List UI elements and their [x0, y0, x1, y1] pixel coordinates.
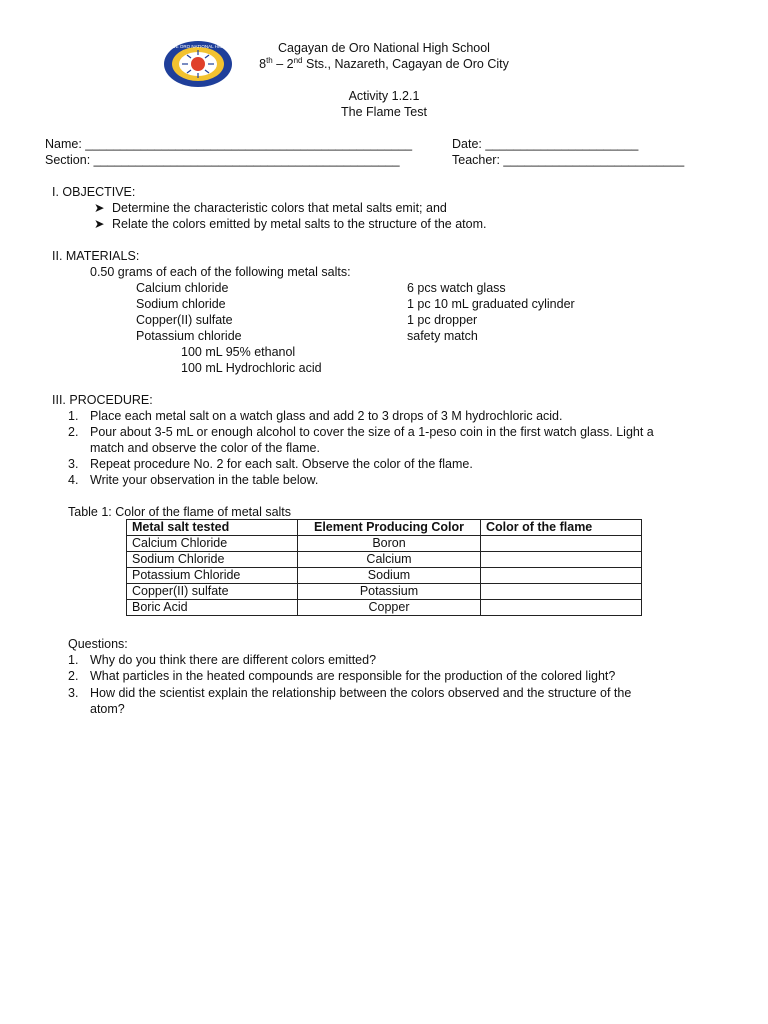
- procedure-step: 1. Place each metal salt on a watch glass and add 2 to 3 drops of 3 M hydrochloric acid.: [68, 409, 563, 423]
- observation-table: [126, 519, 642, 616]
- flame-color-cell[interactable]: [481, 536, 642, 552]
- table-cell: Potassium Chloride: [127, 568, 298, 584]
- table-cell: Sodium: [298, 568, 481, 584]
- flame-color-cell[interactable]: [481, 552, 642, 568]
- material-item: 100 mL Hydrochloric acid: [181, 361, 322, 375]
- objective-item: ➤ Determine the characteristic colors that metal salts emit; and: [94, 201, 447, 215]
- material-item: 6 pcs watch glass: [407, 281, 506, 295]
- material-item: 1 pc dropper: [407, 313, 478, 327]
- section-field[interactable]: Section: ____________________________________________: [45, 153, 400, 167]
- material-item: Copper(II) sulfate: [136, 313, 233, 327]
- objective-item: ➤ Relate the colors emitted by metal salts to the structure of the atom.: [94, 217, 487, 231]
- table-header-row: [127, 520, 642, 536]
- material-item: 100 mL 95% ethanol: [181, 345, 296, 359]
- name-field[interactable]: Name: _______________________________________________: [45, 137, 413, 151]
- arrow-bullet-icon: ➤: [94, 201, 105, 215]
- procedure-step: 3. Repeat procedure No. 2 for each salt. Observe the color of the flame.: [68, 457, 473, 471]
- material-item: safety match: [407, 329, 478, 343]
- table-cell: Copper(II) sulfate: [127, 584, 298, 600]
- materials-heading: II. MATERIALS:: [52, 249, 140, 263]
- table-cell: Copper: [298, 600, 481, 616]
- column-header: Metal salt tested: [127, 520, 298, 536]
- table-row: [127, 552, 642, 568]
- table-cell: Boron: [298, 536, 481, 552]
- flame-color-cell[interactable]: [481, 584, 642, 600]
- procedure-heading: III. PROCEDURE:: [52, 393, 153, 407]
- school-address: 8th – 2nd Sts., Nazareth, Cagayan de Oro City: [259, 55, 509, 71]
- activity-title: The Flame Test: [341, 105, 427, 119]
- question-item: 3. How did the scientist explain the relationship between the colors observed and the structure of the: [68, 686, 632, 700]
- table-cell: Calcium Chloride: [127, 536, 298, 552]
- table-row: [127, 536, 642, 552]
- school-name: Cagayan de Oro National High School: [278, 41, 490, 55]
- date-field[interactable]: Date: ______________________: [452, 137, 639, 151]
- objective-heading: I. OBJECTIVE:: [52, 185, 136, 199]
- material-item: Calcium chloride: [136, 281, 229, 295]
- teacher-field[interactable]: Teacher: __________________________: [452, 153, 685, 167]
- table-row: [127, 584, 642, 600]
- table-caption: Table 1: Color of the flame of metal salts: [68, 505, 292, 519]
- procedure-step-continued: match and observe the color of the flame.: [90, 441, 320, 455]
- flame-color-cell[interactable]: [481, 568, 642, 584]
- materials-intro: 0.50 grams of each of the following metal salts:: [90, 265, 351, 279]
- material-item: 1 pc 10 mL graduated cylinder: [407, 297, 575, 311]
- table-row: [127, 600, 642, 616]
- question-item-continued: atom?: [90, 702, 125, 716]
- activity-number: Activity 1.2.1: [348, 89, 420, 103]
- procedure-step: 4. Write your observation in the table below.: [68, 473, 319, 487]
- material-item: Potassium chloride: [136, 329, 242, 343]
- column-header: Element Producing Color: [298, 520, 481, 536]
- table-row: [127, 568, 642, 584]
- procedure-step: 2. Pour about 3-5 mL or enough alcohol to cover the size of a 1-peso coin in the first watch glass. Light a: [68, 425, 654, 439]
- table-cell: Calcium: [298, 552, 481, 568]
- table-cell: Potassium: [298, 584, 481, 600]
- question-item: 2. What particles in the heated compounds are responsible for the production of the colored light?: [68, 669, 616, 683]
- column-header: Color of the flame: [481, 520, 642, 536]
- question-item: 1. Why do you think there are different colors emitted?: [68, 653, 377, 667]
- flame-color-cell[interactable]: [481, 600, 642, 616]
- arrow-bullet-icon: ➤: [94, 217, 105, 231]
- table-cell: Boric Acid: [127, 600, 298, 616]
- material-item: Sodium chloride: [136, 297, 226, 311]
- table-cell: Sodium Chloride: [127, 552, 298, 568]
- questions-heading: Questions:: [68, 637, 128, 651]
- svg-text:CAGAYAN DE ORO NATIONAL HIGH S: CAGAYAN DE ORO NATIONAL HIGH SCHOOL: [149, 44, 247, 49]
